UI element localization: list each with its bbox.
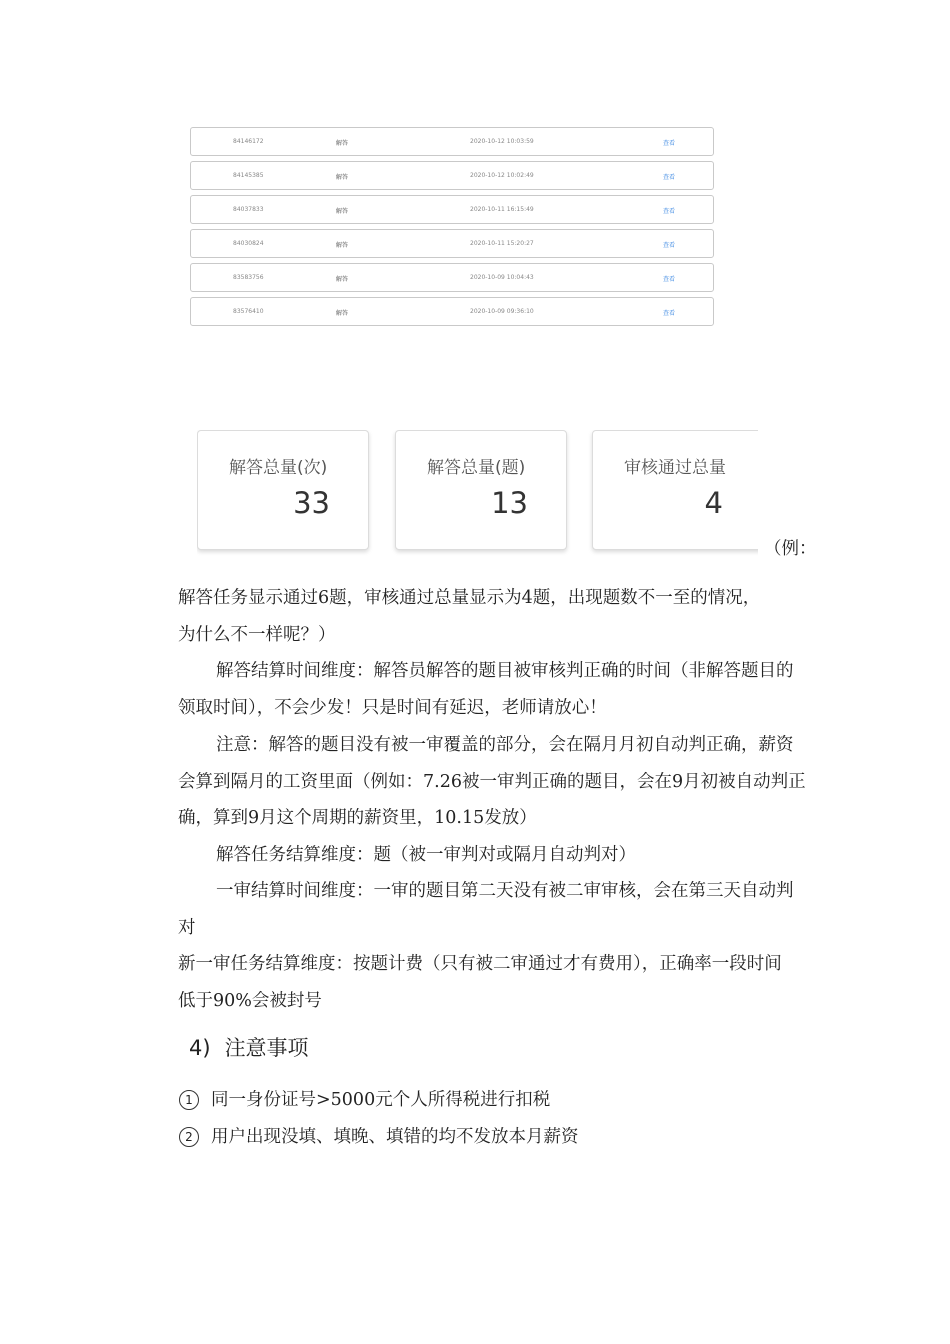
- stat-label: 解答总量(次): [229, 458, 328, 478]
- para-first-review: 一审结算时间维度：一审的题目第二天没有被二审审核，会在第三天自动判对: [178, 881, 794, 938]
- record-row: [190, 127, 714, 156]
- section-heading: [189, 1032, 309, 1062]
- record-time: 2020-10-11 15:20:27: [470, 240, 534, 247]
- view-link[interactable]: 查看: [663, 208, 676, 215]
- view-link[interactable]: 查看: [663, 140, 676, 147]
- stat-label: 审核通过总量: [624, 458, 726, 478]
- view-link[interactable]: 查看: [663, 310, 676, 317]
- note-item: [179, 1123, 579, 1151]
- stat-label: 解答总量(题): [427, 458, 526, 478]
- record-type: 解答: [336, 174, 349, 181]
- record-type: 解答: [336, 310, 349, 317]
- circled-number-icon: 2: [179, 1127, 199, 1147]
- view-link[interactable]: 查看: [663, 174, 676, 181]
- example-prefix: （例：: [764, 539, 817, 559]
- record-time: 2020-10-12 10:03:59: [470, 138, 534, 145]
- record-id: 84146172: [233, 138, 264, 145]
- stat-value: 13: [491, 486, 528, 520]
- record-type: 解答: [336, 208, 349, 215]
- stat-card-answers-questions: [395, 430, 567, 550]
- record-row: [190, 195, 714, 224]
- section-title: 注意事项: [224, 1036, 309, 1060]
- para-new-first-review: 新一审任务结算维度：按题计费（只有被二审通过才有费用），正确率一段时间低于90%会被封号: [178, 954, 782, 1011]
- para-settle-time: 解答结算时间维度：解答员解答的题目被审核判正确的时间（非解答题目的领取时间），不会少发！只是时间有延迟，老师请放心！: [178, 661, 794, 718]
- record-id: 84030824: [233, 240, 264, 247]
- record-row: [190, 263, 714, 292]
- stat-value: 4: [704, 486, 723, 520]
- record-time: 2020-10-09 10:04:43: [470, 274, 534, 281]
- record-row: [190, 229, 714, 258]
- record-id: 84037833: [233, 206, 264, 213]
- record-id: 83583756: [233, 274, 264, 281]
- record-time: 2020-10-11 16:15:49: [470, 206, 534, 213]
- note-item: [179, 1086, 550, 1114]
- record-id: 84145385: [233, 172, 264, 179]
- para-task-dimension: 解答任务结算维度：题（被一审判对或隔月自动判对）: [216, 845, 636, 865]
- section-number: 4): [189, 1036, 211, 1060]
- record-list: [190, 127, 714, 331]
- record-row: [190, 297, 714, 326]
- record-type: 解答: [336, 242, 349, 249]
- example-line-2: 为什么不一样呢？）: [178, 625, 336, 645]
- record-time: 2020-10-09 09:36:10: [470, 308, 534, 315]
- record-time: 2020-10-12 10:02:49: [470, 172, 534, 179]
- record-type: 解答: [336, 276, 349, 283]
- stat-value: 33: [293, 486, 330, 520]
- para-note: 注意：解答的题目没有被一审覆盖的部分，会在隔月月初自动判正确，薪资会算到隔月的工资里面（例如：7.26被一审判正确的题目，会在9月初被自动判正确，算到9月这个周期的薪资里，10.15发放）: [178, 735, 806, 828]
- note-text: 同一身份证号>5000元个人所得税进行扣税: [211, 1090, 551, 1110]
- example-line-1: 解答任务显示通过6题，审核通过总量显示为4题，出现题数不一至的情况，: [178, 588, 761, 608]
- record-type: 解答: [336, 140, 349, 147]
- record-row: [190, 161, 714, 190]
- stat-card-review-passed: [592, 430, 758, 550]
- stat-card-answers-count: [197, 430, 369, 550]
- stats-panel: [197, 430, 758, 556]
- note-text: 用户出现没填、填晚、填错的均不发放本月薪资: [211, 1127, 579, 1147]
- record-id: 83576410: [233, 308, 264, 315]
- view-link[interactable]: 查看: [663, 276, 676, 283]
- view-link[interactable]: 查看: [663, 242, 676, 249]
- circled-number-icon: 1: [179, 1090, 199, 1110]
